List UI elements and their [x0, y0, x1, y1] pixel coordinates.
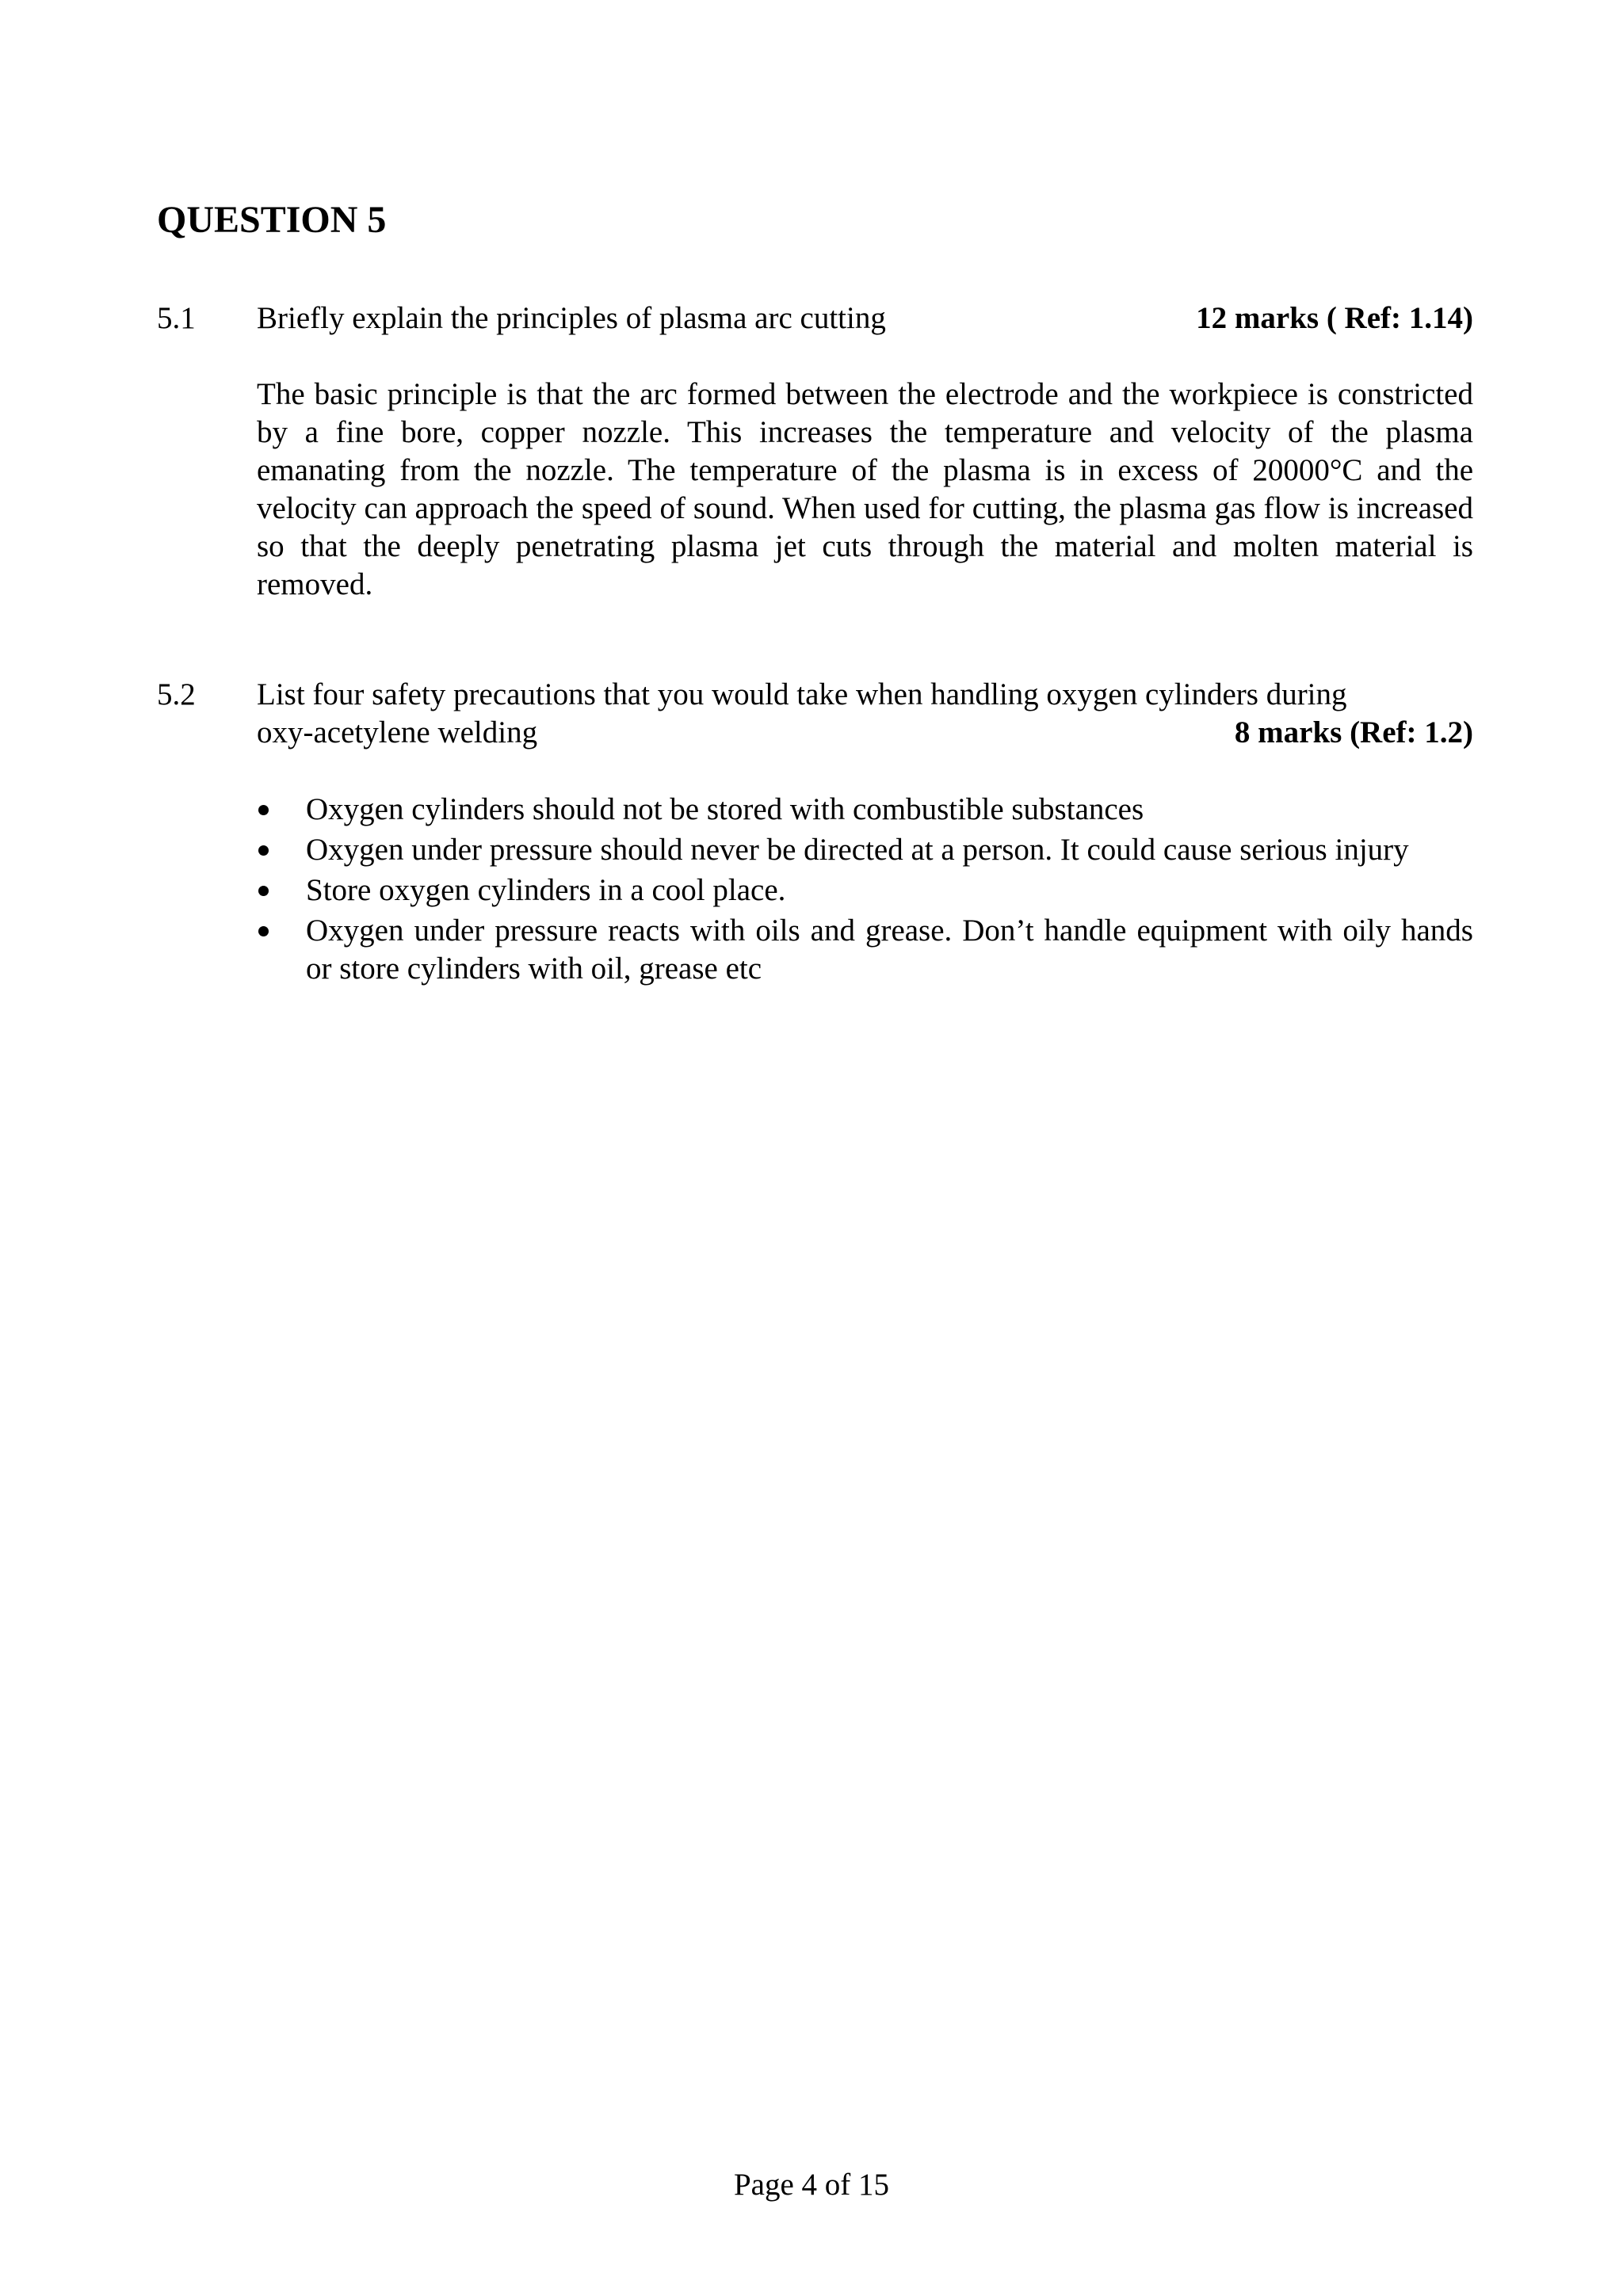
- question-5-2-text-line2: oxy-acetylene welding: [257, 715, 538, 749]
- page-title: QUESTION 5: [157, 199, 387, 241]
- bullet-icon: [258, 926, 269, 936]
- question-5-2-text-line1: List four safety precautions that you would take when handling oxygen cylinders during: [257, 677, 1347, 711]
- list-item-text: Oxygen under pressure reacts with oils and grease. Don’t handle equipment with oily hands or store cylinders with oil, grease etc: [306, 913, 1473, 986]
- question-5-1-answer: The basic principle is that the arc formed between the electrode and the workpiece is constricted by a fine bore, copper nozzle. This increases the temperature and velocity of the plasma emanating from the nozzle. The temperature of the plasma is in excess of 20000°C and the velocity can approach the speed of sound. When used for cutting, the plasma gas flow is increased so that the deeply penetrating plasma jet cuts through the material and molten material is removed.: [257, 377, 1473, 601]
- question-5-1-marks: 12 marks ( Ref: 1.14): [1196, 301, 1473, 335]
- question-5-2-answer-list: [257, 791, 1473, 990]
- question-5-1-text: Briefly explain the principles of plasma arc cutting: [257, 301, 886, 335]
- bullet-icon: [258, 886, 269, 896]
- list-item: [257, 791, 1473, 829]
- bullet-icon: [258, 805, 269, 815]
- question-5-2-marks: 8 marks (Ref: 1.2): [1234, 715, 1473, 749]
- list-item: [257, 871, 1473, 910]
- list-item-text: Oxygen cylinders should not be stored with combustible substances: [306, 792, 1144, 826]
- list-item-text: Oxygen under pressure should never be directed at a person. It could cause serious injury: [306, 833, 1409, 867]
- list-item: [257, 912, 1473, 988]
- question-5-2-number: 5.2: [157, 677, 196, 711]
- question-5-1-number: 5.1: [157, 301, 196, 335]
- list-item: [257, 831, 1473, 869]
- page-number-footer: Page 4 of 15: [733, 2168, 890, 2202]
- list-item-text: Store oxygen cylinders in a cool place.: [306, 873, 786, 907]
- bullet-icon: [258, 845, 269, 856]
